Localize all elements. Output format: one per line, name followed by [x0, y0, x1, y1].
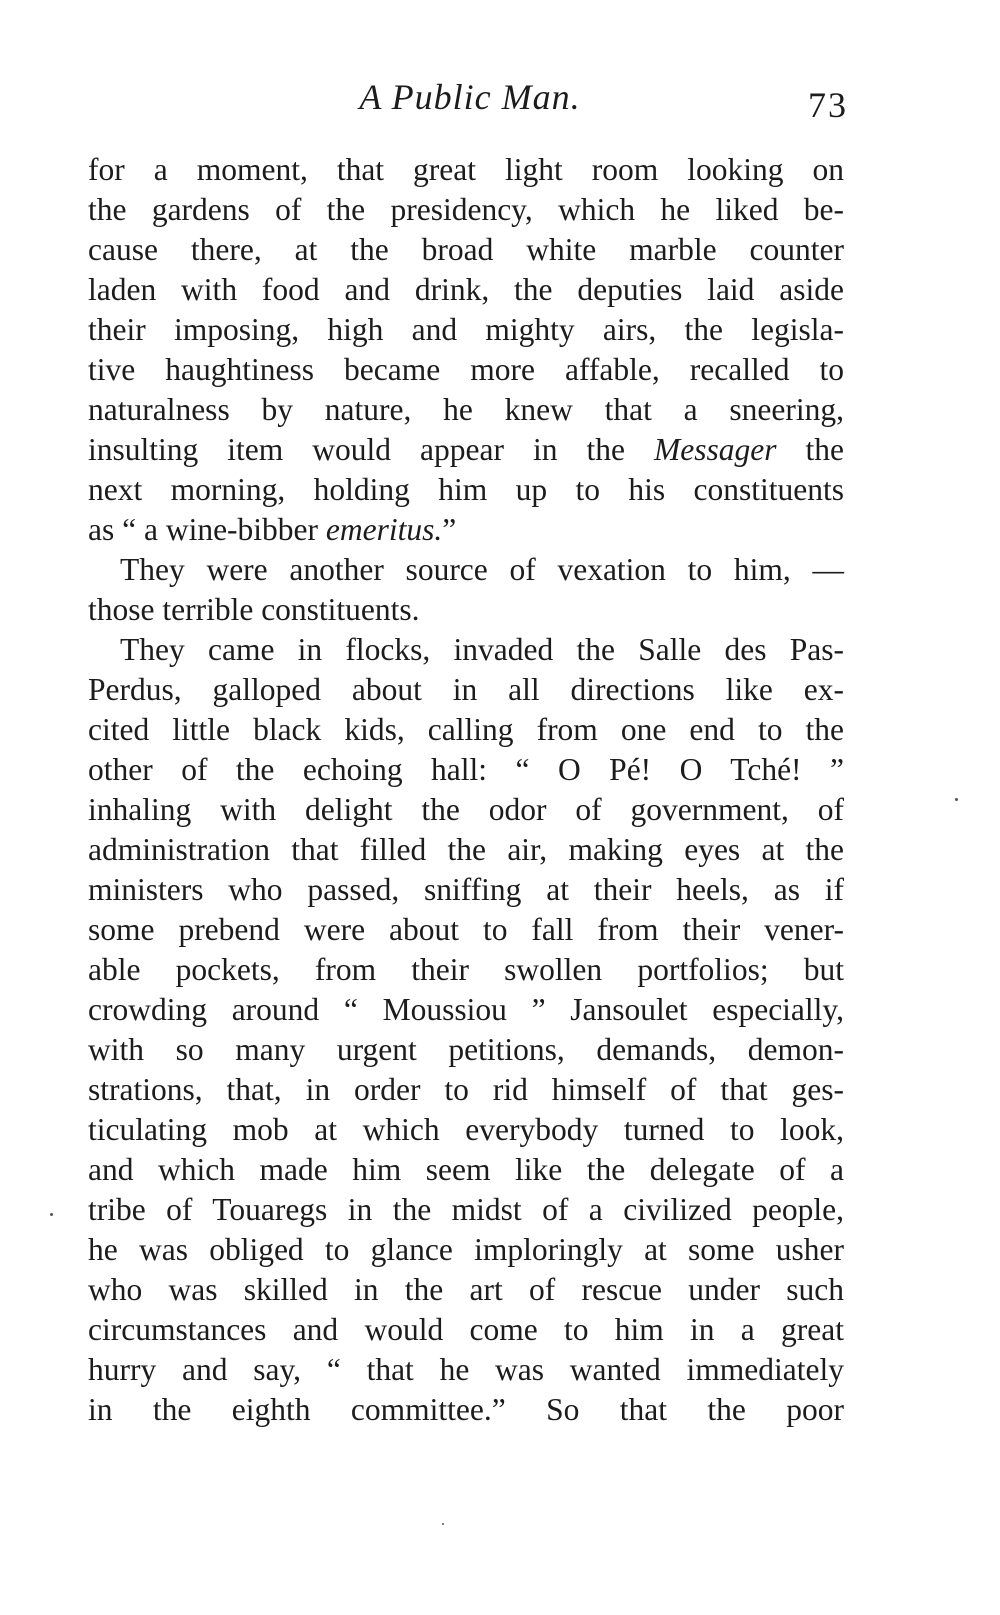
text-line: laden with food and drink, the deputies laid aside [88, 272, 844, 307]
page-number: 73 [808, 85, 848, 125]
running-title: A Public Man. [359, 77, 581, 117]
text-line: ticulating mob at which everybody turned to look, [88, 1112, 844, 1147]
text-line: the gardens of the presidency, which he liked be- [88, 192, 844, 227]
paper-speck [50, 1213, 53, 1216]
italic-word: emeritus. [325, 512, 443, 547]
text-line: with so many urgent petitions, demands, demon- [88, 1032, 844, 1067]
text-line: able pockets, from their swollen portfolios; but [88, 952, 844, 987]
text-line: crowding around “ Moussiou ” Jansoulet especially, [88, 992, 844, 1027]
text-line: strations, that, in order to rid himself of that ges- [88, 1072, 844, 1107]
text-line: naturalness by nature, he knew that a sneering, [88, 392, 844, 427]
text-line: those terrible constituents. [88, 592, 420, 627]
paragraph-start: They were another source of vexation to him, — [120, 552, 844, 587]
text-line: circumstances and would come to him in a great [88, 1312, 844, 1347]
text-line: insulting item would appear in the Messager the [88, 432, 844, 467]
text-line: tribe of Touaregs in the midst of a civilized people, [88, 1192, 844, 1227]
text-line: their imposing, high and mighty airs, the legisla- [88, 312, 844, 347]
paragraph-start: They came in flocks, invaded the Salle des Pas- [120, 632, 844, 667]
text-line: he was obliged to glance imploringly at some usher [88, 1232, 844, 1267]
text-line: inhaling with delight the odor of government, of [88, 792, 844, 827]
text-line: tive haughtiness became more affable, recalled to [88, 352, 844, 387]
text-line: cited little black kids, calling from one end to the [88, 712, 844, 747]
body-text [88, 150, 844, 1430]
italic-title: Messager [654, 432, 777, 467]
text-line: administration that filled the air, making eyes at the [88, 832, 844, 867]
text-line: next morning, holding him up to his constituents [88, 472, 844, 507]
text-line: some prebend were about to fall from their vener- [88, 912, 844, 947]
text-line: as “ a wine-bibber emeritus.” [88, 512, 457, 547]
text-line: who was skilled in the art of rescue under such [88, 1272, 844, 1307]
text-line: cause there, at the broad white marble counter [88, 232, 844, 267]
text-line: and which made him seem like the delegate of a [88, 1152, 844, 1187]
text-line: for a moment, that great light room looking on [88, 152, 844, 187]
running-header [0, 70, 1000, 130]
text-line: hurry and say, “ that he was wanted immediately [88, 1352, 844, 1387]
paper-speck [955, 798, 958, 801]
text-line: ministers who passed, sniffing at their heels, as if [88, 872, 844, 907]
paper-speck [442, 1523, 444, 1525]
text-line: Perdus, galloped about in all directions like ex- [88, 672, 844, 707]
text-line: other of the echoing hall: “ O Pé! O Tché! ” [88, 752, 844, 787]
text-line: in the eighth committee.” So that the poor [88, 1392, 844, 1427]
